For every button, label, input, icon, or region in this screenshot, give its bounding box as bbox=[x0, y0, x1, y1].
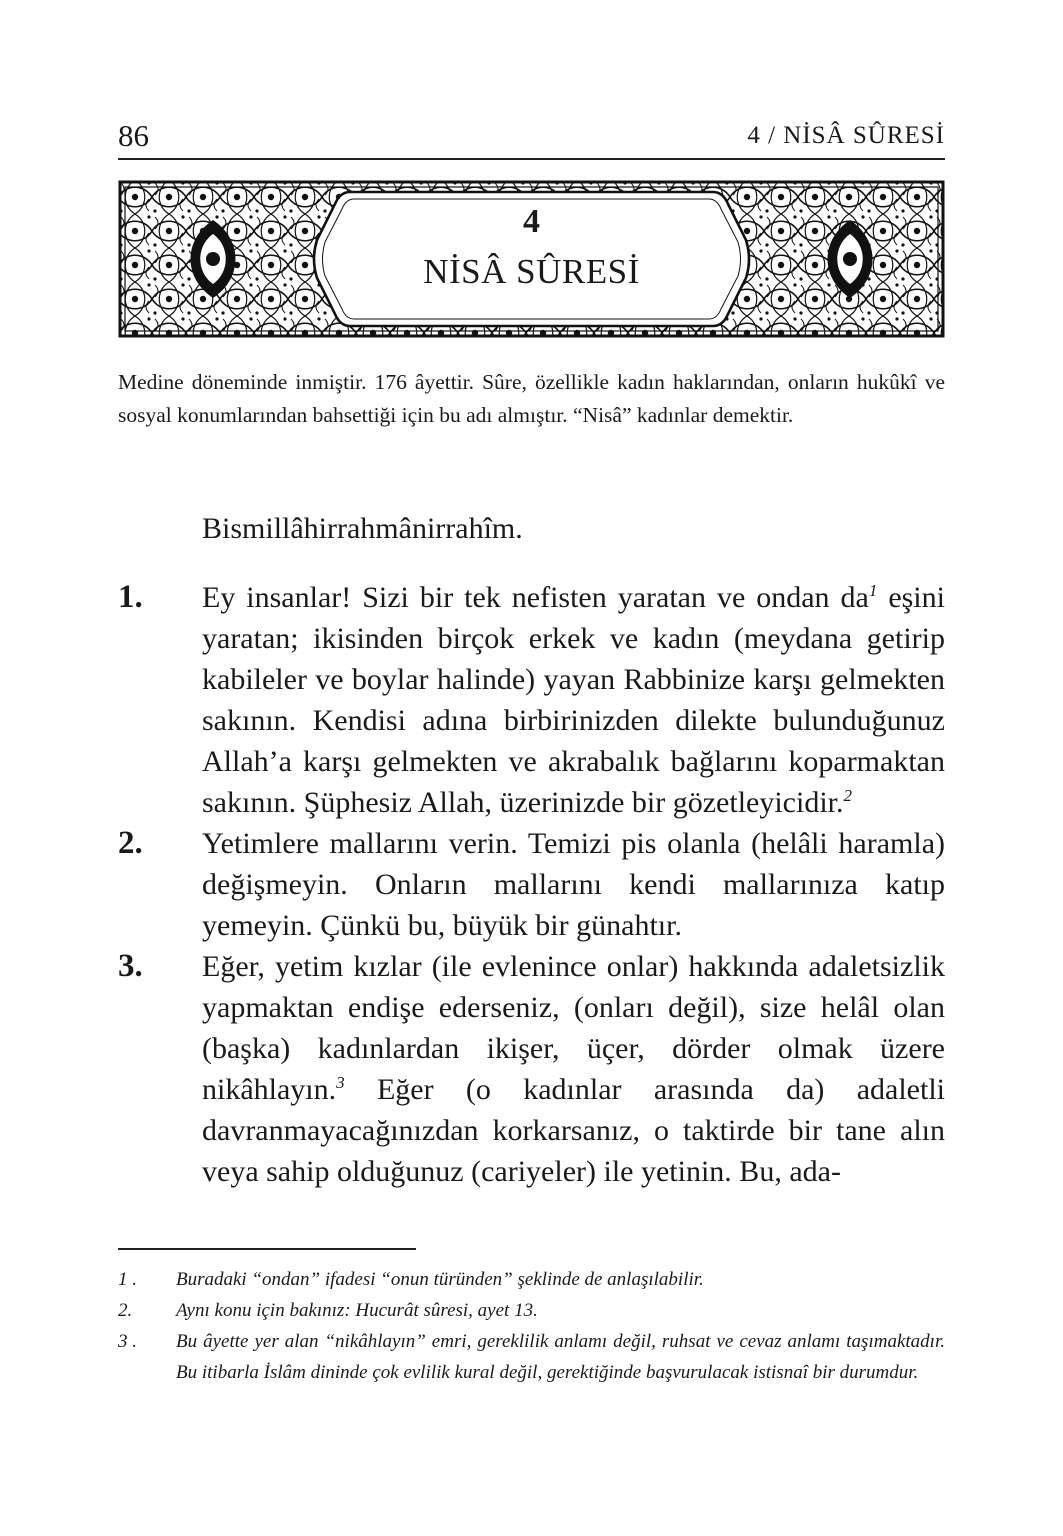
footnote-text: Buradaki “ondan” ifadesi “onun türünden” şeklinde de anlaşılabilir. bbox=[176, 1269, 704, 1290]
verse-list bbox=[118, 577, 945, 1192]
footnote-marker: 2. bbox=[118, 1300, 133, 1321]
footnote-reference[interactable]: 1 bbox=[868, 581, 878, 600]
footnote-3 bbox=[118, 1326, 945, 1388]
footnote-list bbox=[118, 1264, 945, 1388]
verse-text: Ey insanlar! Sizi bir tek nefisten yaratan ve ondan da bbox=[202, 581, 869, 614]
verse-text: Eğer, yetim kızlar (ile evlenince onlar) hakkında adaletsizlik yapmaktan endişe ederseniz, (onları değil), size helâl olan (başka) kadınlardan ikişer, üçer, dörder olmak üzere nikâhlayın. bbox=[202, 950, 945, 1106]
verse-number: 3. bbox=[118, 948, 143, 984]
verse-text: eşini yaratan; ikisinden birçok erkek ve kadın (meydana getirip kabileler ve boylar halinde) yayan Rabbinize karşı gelmekten sakının. Kendisi adına birbirinizden dilekte bulunduğunuz Allah’a karşı gelmekten ve akrabalık bağlarını koparmaktan sakının. Şüphesiz Allah, üzerinizde bir gözetleyicidir. bbox=[202, 581, 945, 819]
sura-banner bbox=[118, 180, 945, 338]
footnote-1 bbox=[118, 1264, 945, 1295]
page-number: 86 bbox=[118, 118, 149, 153]
banner-title bbox=[118, 202, 945, 296]
verse-number: 2. bbox=[118, 825, 143, 861]
footnote-text: Bu âyette yer alan “nikâhlayın” emri, gereklilik anlamı değil, ruhsat ve cevaz anlamı taşımaktadır. Bu itibarla İslâm dininde çok evlilik kural değil, gerektiğinde başvurulacak istisnaî bir durumdur. bbox=[176, 1331, 945, 1383]
footnote-marker: 1 . bbox=[118, 1269, 137, 1290]
running-title: 4 / NİSÂ SÛRESİ bbox=[747, 122, 945, 149]
sura-number: 4 bbox=[523, 203, 540, 240]
footnote-marker: 3 . bbox=[118, 1331, 137, 1352]
verse-text: Yetimlere mallarını verin. Temizi pis olanla (helâli haramla) değişmeyin. Onların mallarını kendi mallarınıza katıp yemeyin. Çünkü bu, büyük bir günahtır. bbox=[202, 827, 945, 942]
basmala: Bismillâhirrahmânirrahîm. bbox=[202, 512, 523, 545]
running-head bbox=[118, 118, 945, 160]
sura-introduction: Medine döneminde inmiştir. 176 âyettir. Sûre, özellikle kadın haklarından, onların hukûkî ve sosyal konumlarından bahsettiği için bu adı almıştır. “Nisâ” kadınlar demektir. bbox=[118, 370, 945, 427]
footnote-text: Aynı konu için bakınız: Hucurât sûresi, ayet 13. bbox=[176, 1300, 538, 1321]
verse-2 bbox=[118, 823, 945, 946]
verse-text: Eğer (o kadınlar arasında da) adaletli davranmayacağınızdan korkarsanız, o taktirde bir tane alın veya sahip olduğunuz (cariyeler) ile yetinin. Bu, ada- bbox=[202, 1073, 945, 1188]
footnote-reference[interactable]: 2 bbox=[843, 786, 852, 805]
footnote-2 bbox=[118, 1295, 945, 1326]
sura-name: NİSÂ SÛRESİ bbox=[423, 252, 640, 291]
verse-3 bbox=[118, 946, 945, 1192]
verse-1 bbox=[118, 577, 945, 823]
footnote-divider bbox=[118, 1248, 416, 1250]
verse-number: 1. bbox=[118, 579, 143, 615]
footnote-reference[interactable]: 3 bbox=[336, 1073, 345, 1092]
